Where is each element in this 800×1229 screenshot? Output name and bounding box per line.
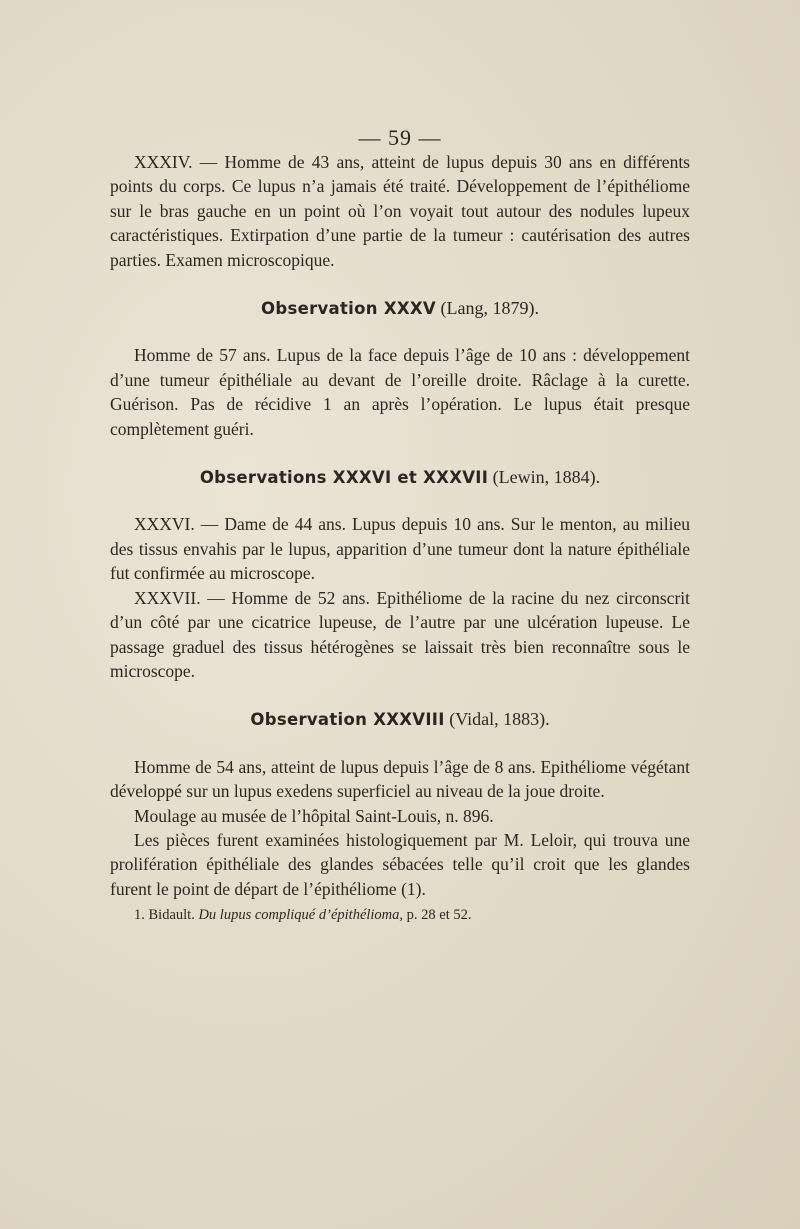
observation-xxxv-paragraph: Homme de 57 ans. Lupus de la face depuis l’âge de 10 ans : développement d’une tumeur épithéliale au devant de l’oreille droite. Râclage à la curette. Guérison. Pas de récidive 1 an après l’opération. Le lupus était presque complètement guéri.: [110, 345, 690, 439]
histology-paragraph: Les pièces furent examinées histologiquement par M. Leloir, qui trouva une prolifération épithéliale des glandes sébacées telle qu’il croit que les glandes furent le point de départ de l’épithéliome (1).: [110, 829, 690, 899]
observation-xxxvi-paragraph: XXXVI. — Dame de 44 ans. Lupus depuis 10 ans. Sur le menton, au milieu des tissus envahis par le lupus, apparition d’une tumeur dont la nature épithéliale fut confirmée au microscope.: [110, 514, 690, 584]
observation-xxxviii-heading: [110, 707, 690, 732]
footnote-title: Du lupus compliqué d’épithélioma,: [198, 907, 404, 924]
footnote-suffix: p. 28 et 52.: [406, 907, 472, 924]
footnote-prefix: 1. Bidault.: [134, 907, 195, 924]
observation-xxxvii-paragraph: XXXVII. — Homme de 52 ans. Epithéliome de la racine du nez circonscrit d’un côté par une cicatrice lupeuse, de l’autre par une ulcération lupeuse. Le passage graduel des tissus hétérogènes se laissait très bien reconnaître sous le microscope.: [110, 587, 690, 681]
footnote: [110, 905, 690, 925]
observation-xxxiv-paragraph: XXXIV. — Homme de 43 ans, atteint de lupus depuis 30 ans en différents points du corps. Ce lupus n’a jamais été traité. Développement de l’épithéliome sur le bras gauche en un point où l’on voyait tout autour des nodules lupeux caractéristiques. Extirpation d’une partie de la tumeur : cautérisation des autres parties. Examen microscopique.: [110, 152, 690, 270]
observation-xxxviii-paragraph: Homme de 54 ans, atteint de lupus depuis l’âge de 8 ans. Epithéliome végétant développé sur un lupus exedens superficiel au niveau de la joue droite.: [110, 756, 690, 802]
heading-source: (Vidal, 1883).: [449, 709, 550, 730]
page-number: — 59 —: [358, 125, 442, 150]
heading-source: (Lewin, 1884).: [492, 467, 601, 488]
heading-title: Observations XXXVI et XXXVII: [199, 468, 489, 488]
heading-source: (Lang, 1879).: [440, 298, 539, 319]
heading-title: Observation XXXVIII: [250, 710, 445, 730]
moulage-paragraph: Moulage au musée de l’hôpital Saint-Louis, n. 896.: [134, 805, 494, 826]
heading-title: Observation XXXV: [261, 299, 436, 319]
page-body: [110, 150, 690, 940]
observations-xxxvi-xxxvii-heading: [110, 465, 690, 490]
observation-xxxv-heading: [110, 296, 690, 321]
